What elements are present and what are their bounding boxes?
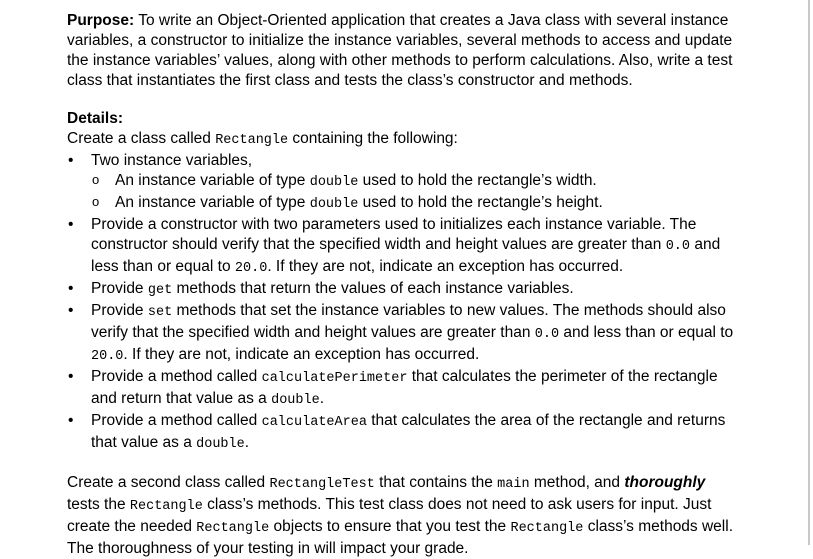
purpose-label: Purpose: <box>67 12 135 29</box>
class-name-code: Rectangle <box>215 133 289 148</box>
details-heading: Details: <box>67 110 123 127</box>
sublist-item-height: o An instance variable of type double used to hold the rectangle’s height. <box>91 193 737 215</box>
list-item-set-methods: • Provide set methods that set the instance variables to new values. The methods should also verify that the specified width and height values are greater than 0.0 and less than or equal to 20.0. If they are not, indicate an exception has occurred. <box>67 301 737 367</box>
requirements-list <box>67 151 737 455</box>
purpose-text: To write an Object-Oriented application that creates a Java class with several instance variables, a constructor to initialize the instance variables, several methods to access and update the instance variables’ values, along with other methods to perform calculations. Also, write a test class that instantiates the first class and tests the class’s constructor and methods. <box>67 12 733 89</box>
sublist-item-width: o An instance variable of type double used to hold the rectangle’s width. <box>91 171 737 193</box>
emphasis-thoroughly: thoroughly <box>624 474 706 491</box>
assignment-document <box>67 11 737 559</box>
list-item-constructor: • Provide a constructor with two parameters used to initializes each instance variable. The constructor should verify that the specified width and height values are greater than 0.0 and less than or equal to 20.0. If they are not, indicate an exception has occurred. <box>67 215 737 279</box>
list-item-instance-variables: • Two instance variables, o An instance variable of type double used to hold the rectangle’s width. o An instance variable of type double used to hold the rectangle’s height. <box>67 151 737 215</box>
purpose-paragraph <box>67 11 737 91</box>
details-intro: Create a class called Rectangle containing the following: <box>67 130 458 148</box>
list-item-get-methods: • Provide get methods that return the values of each instance variables. <box>67 279 737 301</box>
page-edge-divider <box>808 0 810 545</box>
list-item-calculate-perimeter: • Provide a method called calculatePerimeter that calculates the perimeter of the rectangle and return that value as a double. <box>67 367 737 411</box>
closing-paragraph: Create a second class called RectangleTest that contains the main method, and thoroughly tests the Rectangle class’s methods. This test class does not need to ask users for input. Just create the needed Rectangle objects to ensure that you test the Rectangle class’s methods well. The thoroughness of your testing in will impact your grade. <box>67 474 733 557</box>
list-item-calculate-area: • Provide a method called calculateArea that calculates the area of the rectangle and returns that value as a double. <box>67 411 737 455</box>
instance-variables-sublist <box>91 171 737 215</box>
